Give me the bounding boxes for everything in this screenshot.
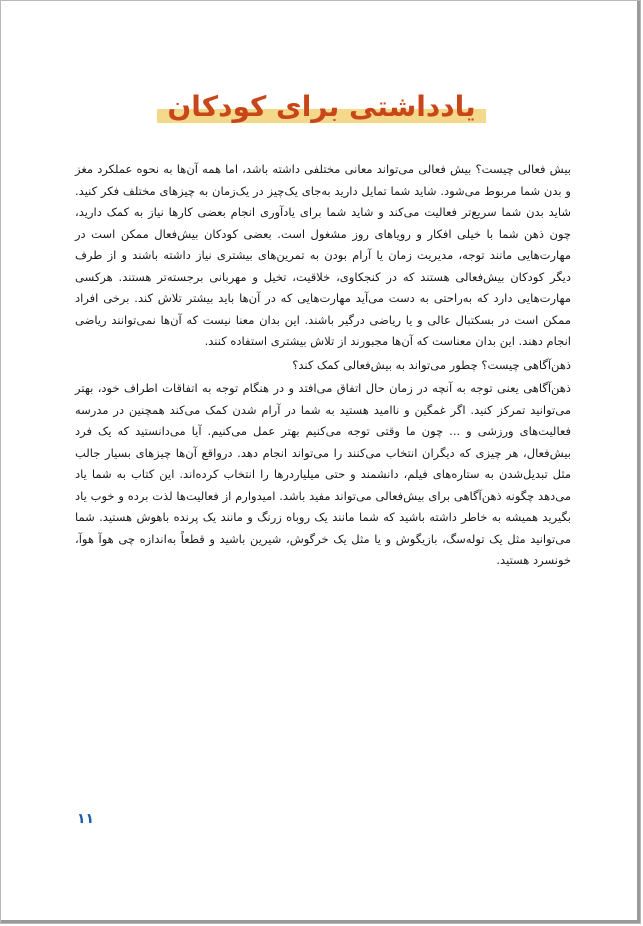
title-container <box>1 87 641 127</box>
page-number: ۱۱ <box>77 811 95 827</box>
page-title-text: یادداشتی برای کودکان <box>167 90 476 123</box>
page-title <box>157 87 485 127</box>
paragraph-intro: بیش فعالی چیست؟ بیش فعالی می‌تواند معانی مختلفی داشته باشد، اما همه آن‌ها به نحوه عملکرد مغز و بدن شما مربوط می‌شود. شاید شما تمایل دارید به‌جای یک‌چیز در یک‌زمان به چیزهای مختلف فکر کنید. شاید بدن شما سریع‌تر فعالیت می‌کند و شاید شما برای یادآوری انجام بعضی کارها نیاز به کمک دارید، چون ذهن شما با خیلی افکار و رویاهای روز مشغول است. بعضی کودکان بیش‌فعال ممکن است در مهارت‌هایی مانند توجه، مدیریت زمان یا آرام بودن به تمرین‌های بیشتری نیاز داشته باشند و از طرف دیگر کودکان بیش‌فعالی هستند که در کنجکاوی، خلاقیت، تخیل و مهربانی برجسته‌تر هستند. هرکسی مهارت‌هایی دارد که به‌راحتی به دست می‌آید مهارت‌هایی که در آن‌ها باید بیشتر تلاش کند. برخی افراد ممکن است در بسکتبال عالی و یا ریاضی درگیر باشند. این بدان معنا نیست که آن‌ها نمی‌توانند ریاضی انجام دهند. این بدان معناست که آن‌ها مجبورند از تلاش بیشتری استفاده کنند. <box>75 162 571 348</box>
paragraph-question: ذهن‌آگاهی چیست؟ چطور می‌تواند به بیش‌فعالی کمک کند؟ <box>292 357 571 372</box>
paragraph-mindfulness: ذهن‌آگاهی یعنی توجه به آنچه در زمان حال اتفاق می‌افتد و در هنگام توجه به اتفاقات اطراف خود، بهتر می‌توانید تمرکز کنید. اگر غمگین و ناامید هستید به شما در آرام شدن کمک می‌کند همچنین در مدرسه فعالیت‌های ورزشی و ... چون ما وقتی توجه می‌کنیم بهتر عمل می‌کنیم. آیا می‌دانستید که یک فرد بیش‌فعال، هر چیزی که دیگران انتخاب می‌کنند را می‌تواند انجام دهد. درواقع آن‌ها چیزهای بسیار جالب مثل تبدیل‌شدن به ستاره‌های فیلم، دانشمند و حتی میلیاردرها را انتخاب کرده‌اند. این کتاب به شما یاد می‌دهد چگونه ذهن‌آگاهی برای بیش‌فعالی می‌تواند مفید باشد. امیدوارم از فعالیت‌ها لذت برده و خوب یاد بگیرید همیشه به خاطر داشته باشید که شما مانند یک روباه زرنگ و مانند یک پرنده باهوش هستید. شما می‌توانید مثل یک توله‌سگ، بازیگوش و یا مثل یک خرگوش، شیرین باشید و قطعاً به‌اندازه چی هوآ هوآ، خونسرد هستید. <box>75 381 571 567</box>
body-text <box>75 159 571 572</box>
page-edge-right <box>637 1 640 923</box>
page-edge-bottom <box>1 920 640 923</box>
